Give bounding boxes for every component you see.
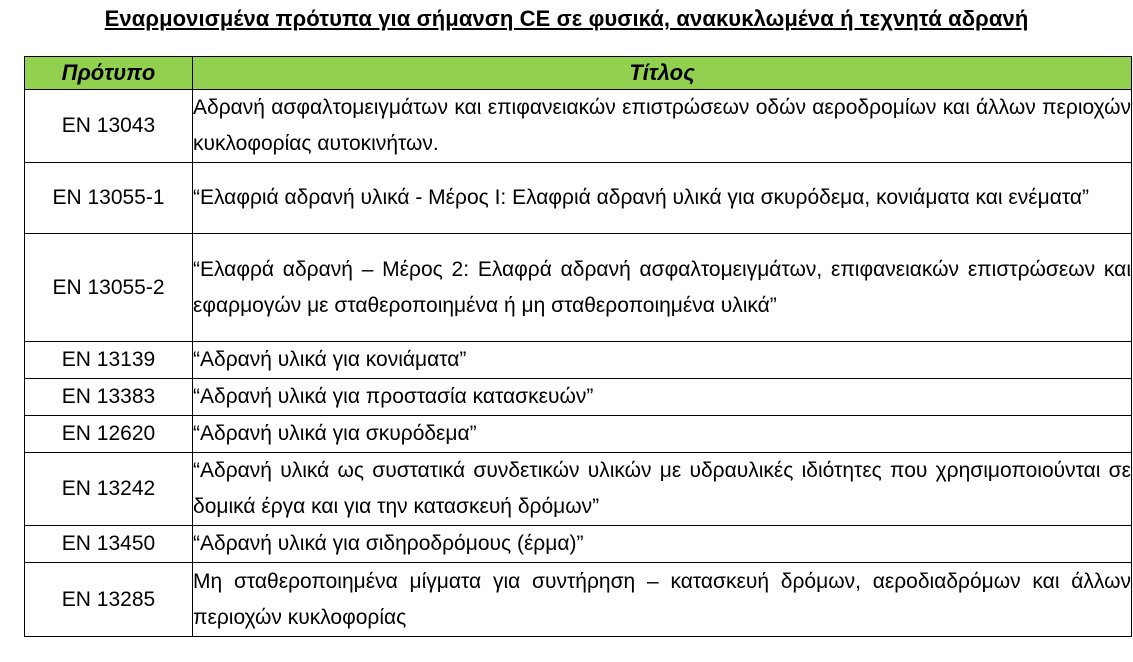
standard-title: “Ελαφρά αδρανή – Μέρος 2: Ελαφρά αδρανή ασφαλτομειγμάτων, επιφανειακών επιστρώσεων και εφαρμογών με σταθεροποιημένα ή μη σταθεροποιημένα υλικά”	[193, 234, 1132, 342]
standard-title: “Αδρανή υλικά για προστασία κατασκευών”	[193, 379, 1132, 416]
standard-code: EN 13139	[25, 342, 193, 379]
standards-table	[24, 56, 1132, 637]
standard-code: EN 13242	[25, 453, 193, 526]
table-row	[25, 379, 1132, 416]
standard-code: EN 13450	[25, 526, 193, 563]
table-row	[25, 416, 1132, 453]
standard-code: EN 12620	[25, 416, 193, 453]
table-row	[25, 90, 1132, 163]
table-header-row	[25, 57, 1132, 90]
column-header-standard: Πρότυπο	[25, 57, 193, 90]
document-title: Εναρμονισμένα πρότυπα για σήμανση CE σε φυσικά, ανακυκλωμένα ή τεχνητά αδρανή	[104, 6, 1029, 31]
column-header-title: Τίτλος	[193, 57, 1132, 90]
table-row	[25, 163, 1132, 234]
standard-code: EN 13043	[25, 90, 193, 163]
standard-title: Μη σταθεροποιημένα μίγματα για συντήρηση – κατασκευή δρόμων, αεροδιαδρόμων και άλλων περιοχών κυκλοφορίας	[193, 563, 1132, 637]
standard-code: EN 13055-2	[25, 234, 193, 342]
table-row	[25, 342, 1132, 379]
table-row	[25, 563, 1132, 637]
table-row	[25, 453, 1132, 526]
standard-title: Αδρανή ασφαλτομειγμάτων και επιφανειακών επιστρώσεων οδών αεροδρομίων και άλλων περιοχών κυκλοφορίας αυτοκινήτων.	[193, 90, 1132, 163]
table-row	[25, 526, 1132, 563]
standard-code: EN 13383	[25, 379, 193, 416]
table-row	[25, 234, 1132, 342]
standard-title: “Αδρανή υλικά για σκυρόδεμα”	[193, 416, 1132, 453]
standard-title: “Ελαφριά αδρανή υλικά - Μέρος I: Ελαφριά αδρανή υλικά για σκυρόδεμα, κονιάματα και ενέματα”	[193, 163, 1132, 234]
standard-title: “Αδρανή υλικά ως συστατικά συνδετικών υλικών με υδραυλικές ιδιότητες που χρησιμοποιούνται σε δομικά έργα και για την κατασκευή δρόμων”	[193, 453, 1132, 526]
standard-title: “Αδρανή υλικά για σιδηροδρόμους (έρμα)”	[193, 526, 1132, 563]
standard-title: “Αδρανή υλικά για κονιάματα”	[193, 342, 1132, 379]
standard-code: EN 13285	[25, 563, 193, 637]
standard-code: EN 13055-1	[25, 163, 193, 234]
